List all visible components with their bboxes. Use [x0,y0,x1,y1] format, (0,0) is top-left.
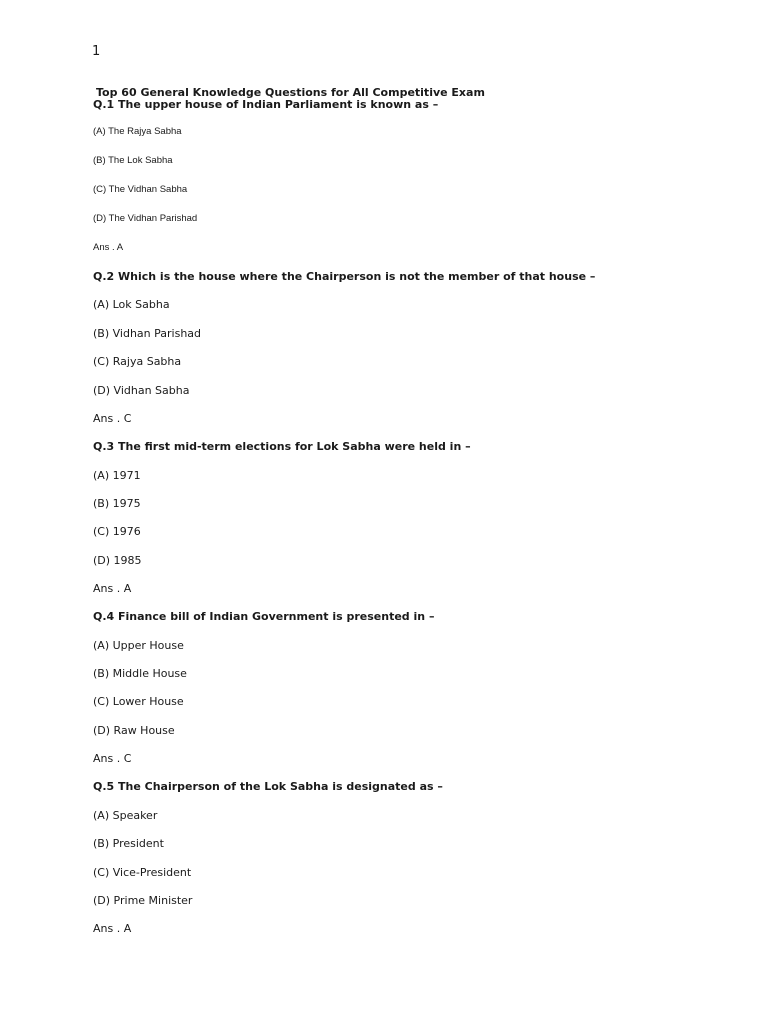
question-4-option-d: (D) Raw House [93,724,175,737]
question-1-option-a: (A) The Rajya Sabha [93,126,182,137]
question-1-option-c: (C) The Vidhan Sabha [93,184,188,195]
question-1-answer: Ans . A [93,242,124,253]
question-3: Q.3 The first mid-term elections for Lok Sabha were held in – [93,440,471,453]
question-2-option-d: (D) Vidhan Sabha [93,384,190,397]
question-4-option-c: (C) Lower House [93,695,184,708]
question-3-answer: Ans . A [93,582,132,595]
question-4: Q.4 Finance bill of Indian Government is presented in – [93,610,435,623]
question-5-answer: Ans . A [93,922,132,935]
question-3-option-b: (B) 1975 [93,497,141,510]
page-title: Top 60 General Knowledge Questions for All Competitive Exam [96,86,485,99]
question-3-option-c: (C) 1976 [93,525,141,538]
question-5-option-a: (A) Speaker [93,809,158,822]
question-5-option-c: (C) Vice-President [93,866,192,879]
question-5-option-d: (D) Prime Minister [93,894,193,907]
question-4-option-b: (B) Middle House [93,667,187,680]
question-3-option-d: (D) 1985 [93,554,142,567]
page-number: 1 [92,44,101,59]
question-1-option-d: (D) The Vidhan Parishad [93,213,198,224]
question-5: Q.5 The Chairperson of the Lok Sabha is designated as – [93,780,443,793]
question-4-option-a: (A) Upper House [93,639,184,652]
question-2: Q.2 Which is the house where the Chairperson is not the member of that house – [93,270,596,283]
question-5-option-b: (B) President [93,837,164,850]
question-2-option-a: (A) Lok Sabha [93,298,170,311]
question-3-option-a: (A) 1971 [93,469,141,482]
question-4-answer: Ans . C [93,752,132,765]
question-2-option-b: (B) Vidhan Parishad [93,327,202,340]
question-2-option-c: (C) Rajya Sabha [93,355,182,368]
question-1: Q.1 The upper house of Indian Parliament is known as – [93,98,439,111]
question-2-answer: Ans . C [93,412,132,425]
question-1-option-b: (B) The Lok Sabha [93,155,173,166]
